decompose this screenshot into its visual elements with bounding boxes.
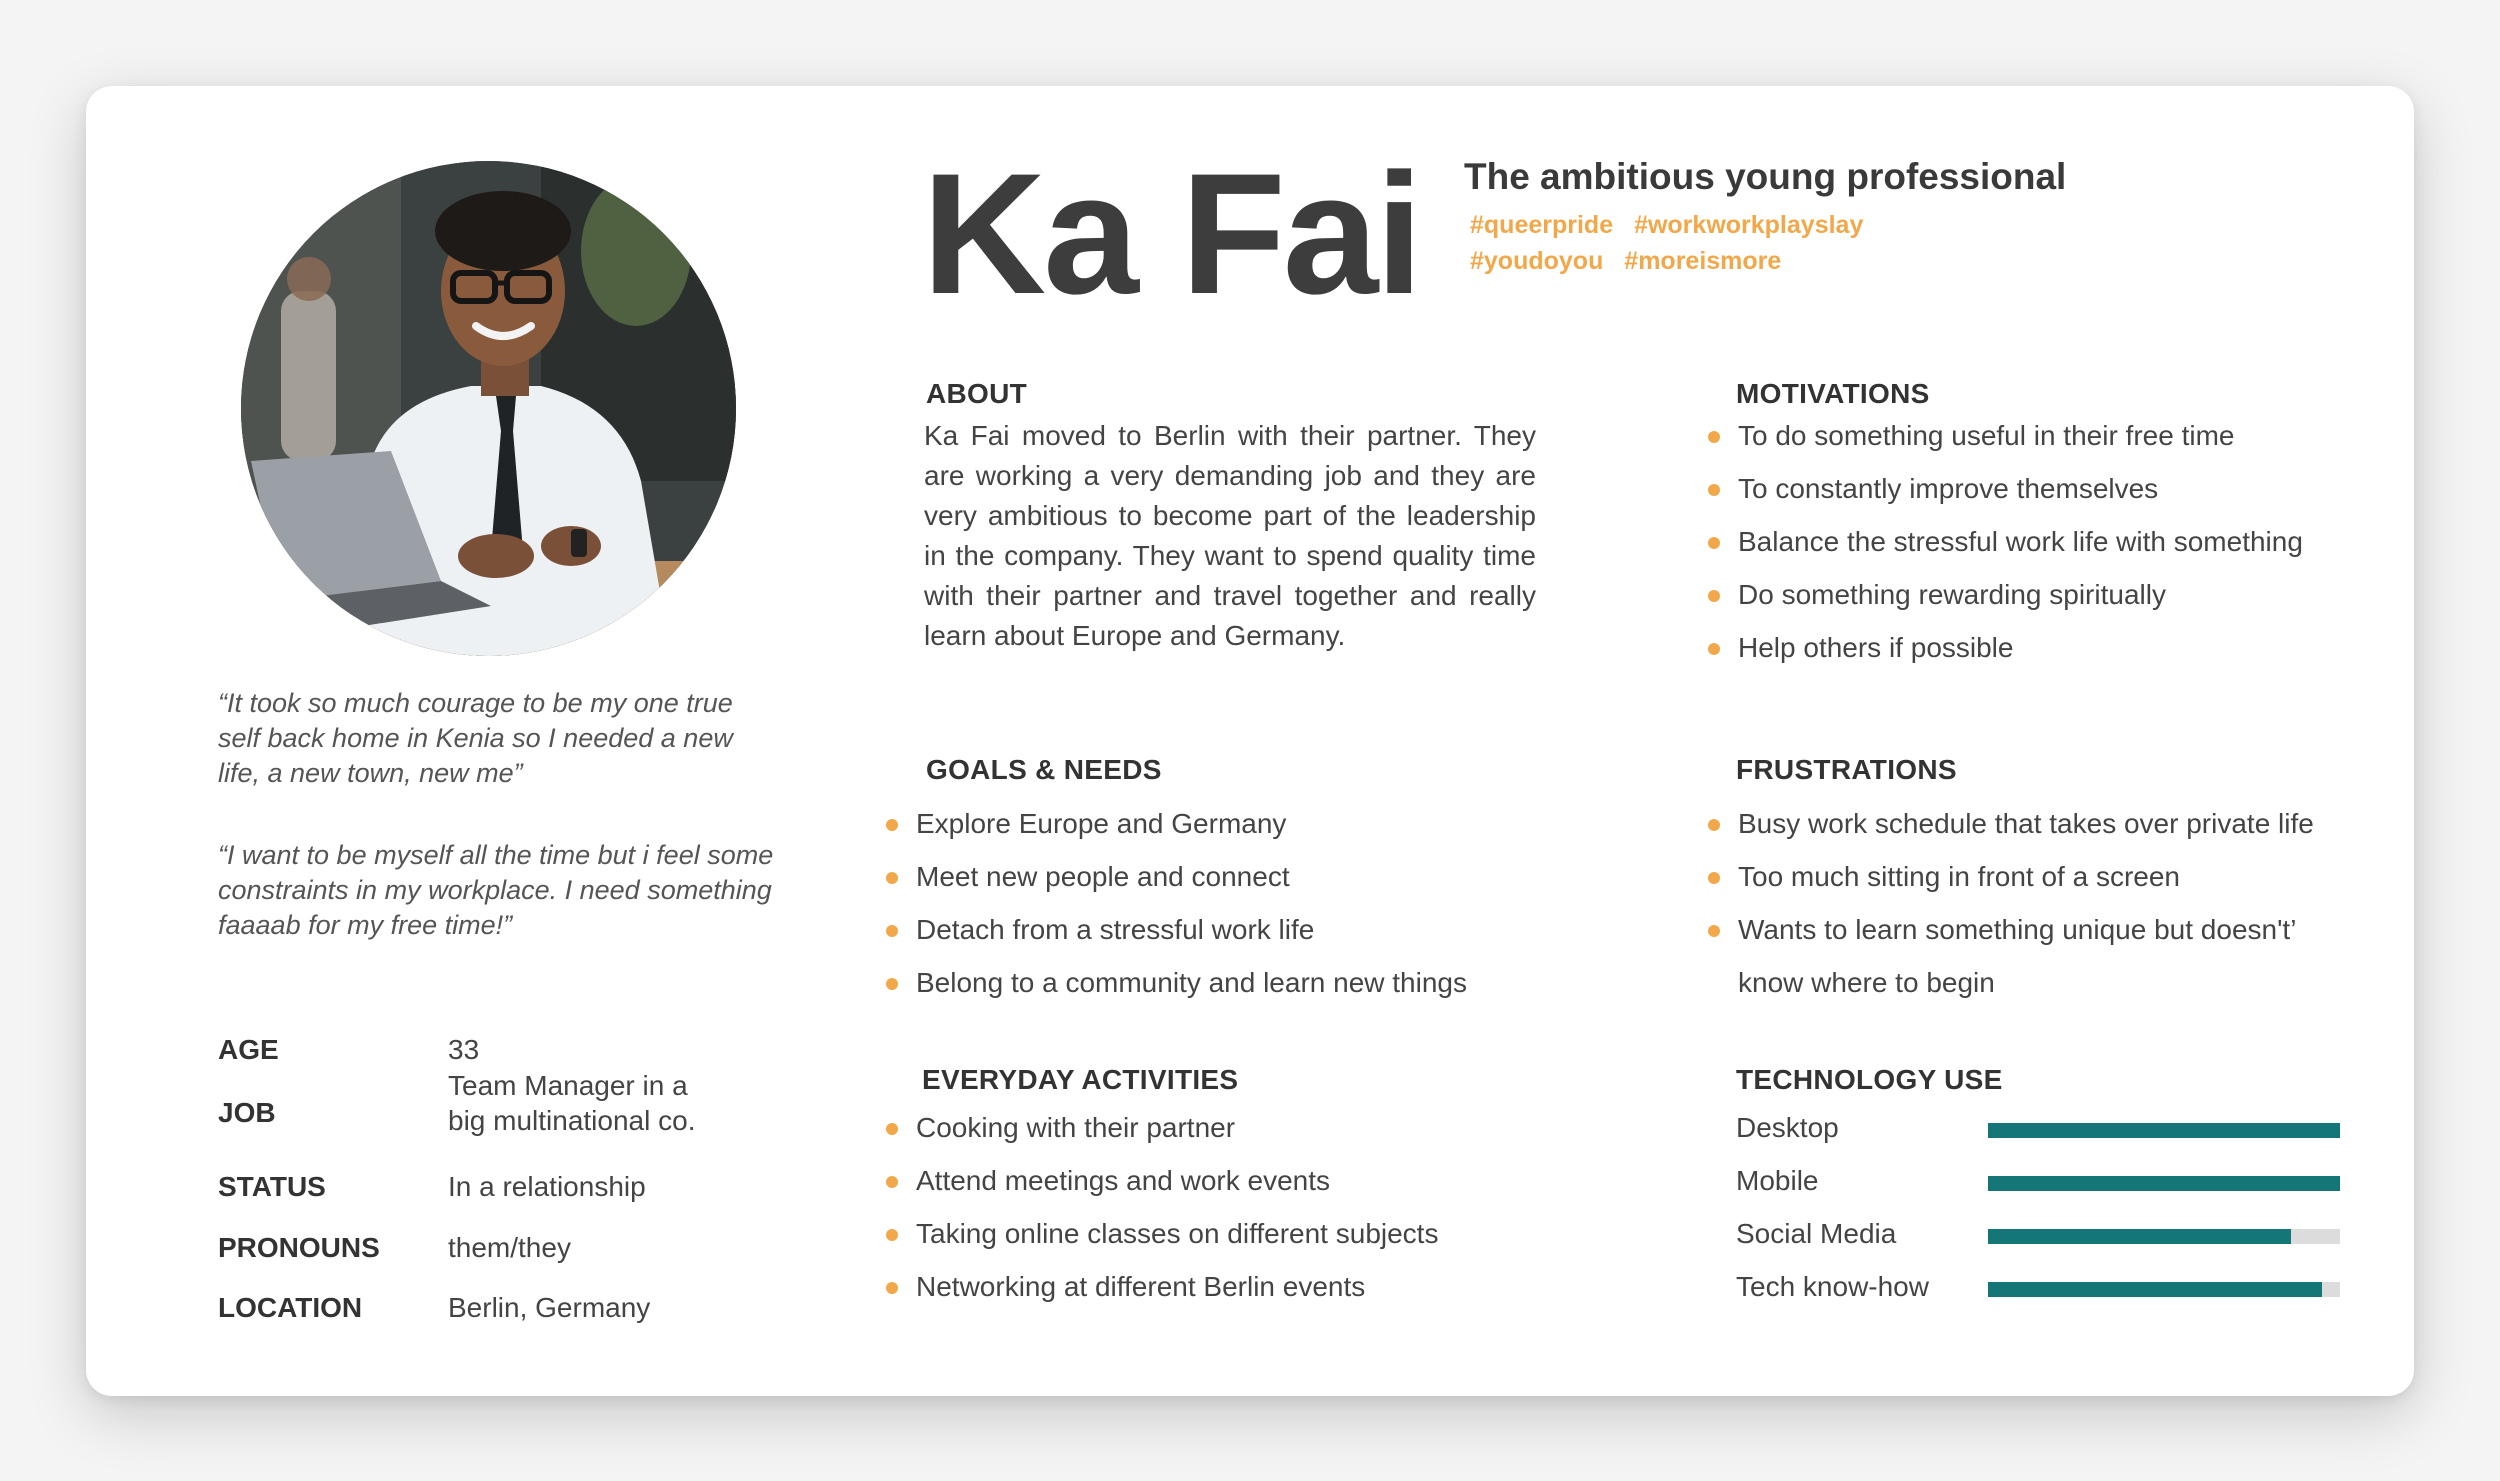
tech-row-desktop: [1736, 1112, 2436, 1152]
bullet-icon: [1708, 643, 1720, 655]
tech-row-tech-know-how: [1736, 1271, 2436, 1311]
hashtags-row-2: [1470, 247, 1795, 276]
goals-list: [886, 808, 1586, 1020]
list-item: To constantly improve themselves: [1708, 473, 2388, 526]
location-label: LOCATION: [218, 1292, 363, 1323]
persona-avatar: [241, 161, 736, 656]
bullet-icon: [886, 1176, 898, 1188]
motivations-list: [1708, 420, 2388, 685]
bullet-icon: [1708, 925, 1720, 937]
list-item: Too much sitting in front of a screen: [1708, 861, 2428, 914]
tech-label: Social Media: [1736, 1218, 1897, 1249]
status-label: STATUS: [218, 1171, 326, 1202]
age-value: 33: [448, 1034, 480, 1065]
job-value-line2: big multinational co.: [448, 1105, 696, 1136]
frustrations-title: FRUSTRATIONS: [1736, 754, 1957, 785]
bullet-icon: [1708, 484, 1720, 496]
list-item: Wants to learn something unique but doesn't’: [1708, 914, 2428, 967]
list-item: Help others if possible: [1708, 632, 2388, 685]
hashtag: #workworkplayslay: [1634, 211, 1864, 239]
pronouns-value: them/they: [448, 1232, 571, 1263]
frustrations-list: [1708, 808, 2428, 1020]
status-value: In a relationship: [448, 1171, 646, 1202]
bullet-icon: [1708, 819, 1720, 831]
tech-label: Tech know-how: [1736, 1271, 1929, 1302]
activities-list: [886, 1112, 1586, 1324]
list-item: Attend meetings and work events: [886, 1165, 1586, 1218]
job-label: JOB: [218, 1097, 276, 1128]
pronouns-label: PRONOUNS: [218, 1232, 380, 1263]
hashtag: #moreismore: [1624, 247, 1782, 275]
list-item: Detach from a stressful work life: [886, 914, 1586, 967]
tech-label: Desktop: [1736, 1112, 1839, 1143]
bullet-icon: [1708, 431, 1720, 443]
avatar-illustration: [241, 161, 736, 656]
job-value-line1: Team Manager in a: [448, 1070, 688, 1101]
tech-level-fill: [1988, 1229, 2291, 1244]
goals-title: GOALS & NEEDS: [926, 754, 1162, 785]
list-item: Cooking with their partner: [886, 1112, 1586, 1165]
bullet-icon: [886, 819, 898, 831]
bullet-icon: [1708, 872, 1720, 884]
persona-tagline: The ambitious young professional: [1464, 156, 2067, 197]
tech-level-bar: [1988, 1229, 2340, 1244]
tech-level-fill: [1988, 1282, 2322, 1297]
persona-card: [86, 86, 2414, 1396]
bullet-icon: [886, 872, 898, 884]
location-value: Berlin, Germany: [448, 1292, 651, 1323]
tech-level-bar: [1988, 1176, 2340, 1191]
tech-label: Mobile: [1736, 1165, 1819, 1196]
persona-name: Ka Fai: [922, 138, 1421, 330]
bullet-icon: [886, 1229, 898, 1241]
about-title: ABOUT: [926, 378, 1028, 409]
technology-title: TECHNOLOGY USE: [1736, 1064, 2003, 1095]
list-item: Busy work schedule that takes over private life: [1708, 808, 2428, 861]
persona-quote-1: “It took so much courage to be my one true self back home in Kenia so I needed a new life, a new town, new me”: [218, 688, 733, 788]
bullet-icon: [886, 925, 898, 937]
list-item: Belong to a community and learn new things: [886, 967, 1586, 1020]
bullet-icon: [1708, 590, 1720, 602]
bullet-icon: [886, 978, 898, 990]
list-item: Balance the stressful work life with something: [1708, 526, 2388, 579]
list-item: Networking at different Berlin events: [886, 1271, 1586, 1324]
hashtags-row-1: [1470, 211, 1877, 240]
hashtag: #youdoyou: [1470, 247, 1604, 275]
list-item: Do something rewarding spiritually: [1708, 579, 2388, 632]
age-label: AGE: [218, 1034, 279, 1065]
list-item: Taking online classes on different subjects: [886, 1218, 1586, 1271]
tech-row-mobile: [1736, 1165, 2436, 1205]
tech-level-bar: [1988, 1282, 2340, 1297]
tech-level-fill: [1988, 1176, 2340, 1191]
tech-row-social-media: [1736, 1218, 2436, 1258]
persona-quote-2: “I want to be myself all the time but i feel some constraints in my workplace. I need something faaaab for my free time!”: [218, 840, 774, 940]
bullet-icon: [886, 1282, 898, 1294]
bullet-icon: [1708, 537, 1720, 549]
tech-level-fill: [1988, 1123, 2340, 1138]
activities-title: EVERYDAY ACTIVITIES: [922, 1064, 1239, 1095]
list-item: Meet new people and connect: [886, 861, 1586, 914]
list-item: To do something useful in their free time: [1708, 420, 2388, 473]
tech-level-bar: [1988, 1123, 2340, 1138]
list-item-continuation: know where to begin: [1738, 967, 1995, 998]
hashtag: #queerpride: [1470, 211, 1614, 239]
about-text: Ka Fai moved to Berlin with their partner. They are working a very demanding job and they are very ambitious to become part of the leadership in the company. They want to spend quality time with their partner and travel together and really learn about Europe and Germany.: [924, 420, 1536, 651]
list-item: Explore Europe and Germany: [886, 808, 1586, 861]
bullet-icon: [886, 1123, 898, 1135]
motivations-title: MOTIVATIONS: [1736, 378, 1930, 409]
